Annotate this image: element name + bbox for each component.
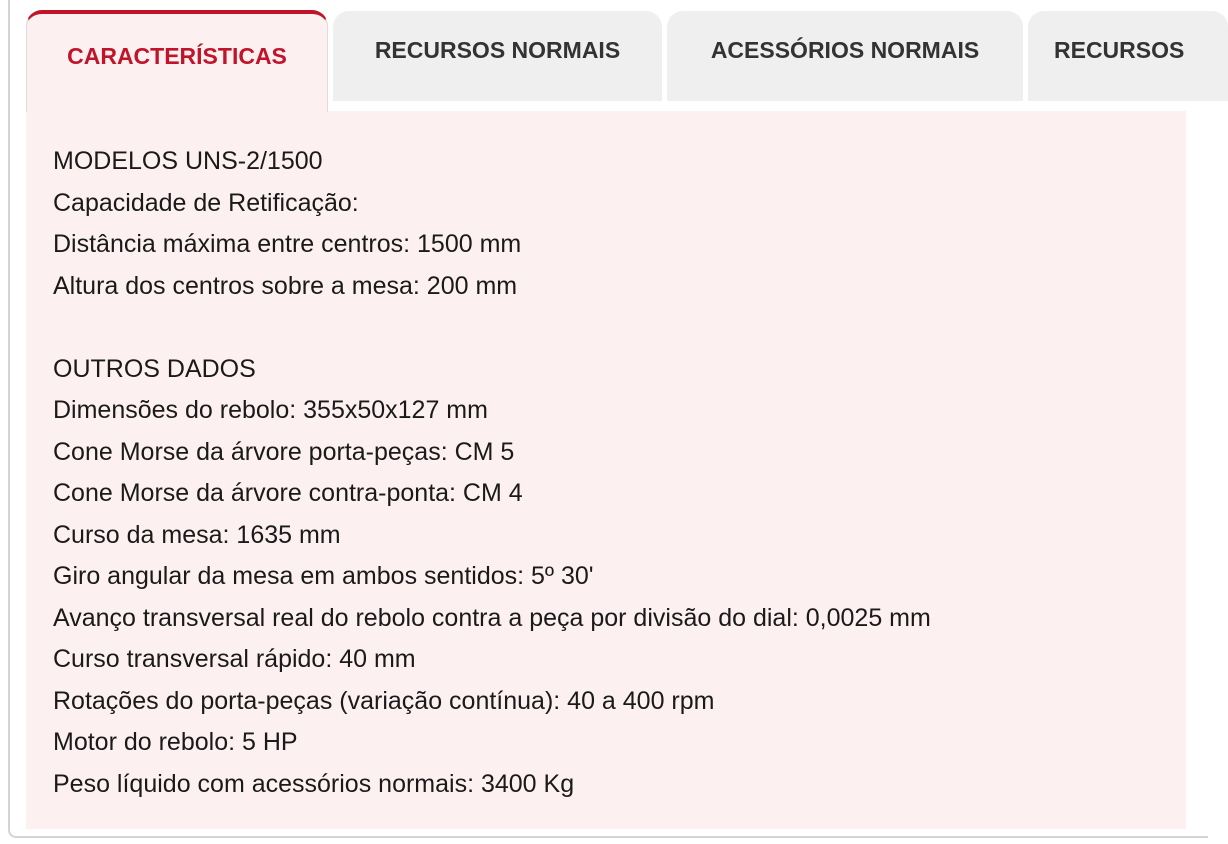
spec-line: Peso líquido com acessórios normais: 3400 Kg (53, 769, 575, 798)
spec-line: Rotações do porta-peças (variação contínua): 40 a 400 rpm (53, 686, 715, 715)
spec-line: Cone Morse da árvore contra-ponta: CM 4 (53, 479, 523, 507)
spec-line: Altura dos centros sobre a mesa: 200 mm (53, 271, 518, 300)
tab-acessorios-normais[interactable]: ACESSÓRIOS NORMAIS (667, 11, 1023, 101)
tab-panel-caracteristicas (26, 111, 1186, 829)
tab-recursos-normais[interactable]: RECURSOS NORMAIS (333, 11, 662, 101)
section-heading-outros-dados: OUTROS DADOS (53, 354, 256, 383)
spec-line: Curso da mesa: 1635 mm (53, 520, 341, 549)
tab-caracteristicas[interactable]: CARACTERÍSTICAS (26, 10, 328, 112)
spec-line: Cone Morse da árvore porta-peças: CM 5 (53, 437, 515, 466)
spec-line: Dimensões do rebolo: 355x50x127 mm (53, 396, 488, 424)
spec-line: Curso transversal rápido: 40 mm (53, 645, 416, 673)
section-spacer (53, 307, 1186, 349)
spec-line: Distância máxima entre centros: 1500 mm (53, 230, 522, 258)
spec-line: Capacidade de Retificação: (53, 188, 359, 217)
spec-line: Giro angular da mesa em ambos sentidos: 5º 30' (53, 562, 594, 590)
tab-bar (0, 0, 1185, 112)
tab-recursos-opcionais[interactable]: RECURSOS (1028, 11, 1228, 101)
spec-line: Avanço transversal real do rebolo contra a peça por divisão do dial: 0,0025 mm (53, 603, 931, 632)
section-heading-modelos: MODELOS UNS-2/1500 (53, 147, 323, 175)
spec-line: Motor do rebolo: 5 HP (53, 728, 298, 756)
